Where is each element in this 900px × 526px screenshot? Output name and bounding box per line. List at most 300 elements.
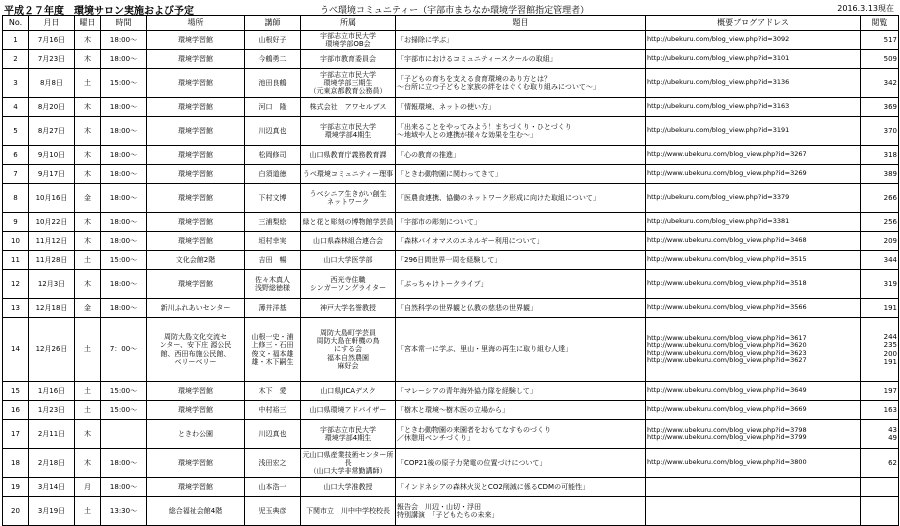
cell-views	[861, 184, 899, 213]
cell-topic-line: 特別講演 「子どもたちの未来」	[397, 511, 499, 519]
cell-date: 3月14日	[29, 478, 75, 497]
cell-views	[861, 420, 899, 449]
cell-date: 2月11日	[29, 420, 75, 449]
table-row	[3, 449, 899, 478]
cell-place	[147, 382, 245, 401]
cell-no: 11	[3, 251, 29, 270]
cell-blog-url[interactable]	[646, 382, 861, 401]
cell-date: 12月3日	[29, 270, 75, 299]
cell-topic-line: 「情報環境、ネットの使い方」	[397, 102, 495, 111]
cell-day: 土	[75, 318, 101, 382]
cell-affiliation	[301, 184, 396, 213]
cell-place	[147, 50, 245, 69]
cell-date: 12月18日	[29, 299, 75, 318]
cell-blog-url-line[interactable]: http://www.ubekuru.com/blog_view.php?id=3623	[647, 348, 807, 357]
cell-lecturer-line: 下村文博	[258, 193, 287, 202]
cell-time: 13:30～	[101, 497, 147, 526]
cell-lecturer-line: 今鶴勇二	[258, 54, 287, 63]
table-row	[3, 382, 899, 401]
cell-place	[147, 184, 245, 213]
cell-affiliation	[301, 299, 396, 318]
cell-date: 3月19日	[29, 497, 75, 526]
cell-place-line: 文化会館2階	[175, 255, 216, 264]
cell-time: 18:00～	[101, 50, 147, 69]
cell-lecturer-line: 池田良鶴	[258, 78, 287, 87]
cell-place-line: 環境学習館	[178, 150, 213, 159]
cell-day: 金	[75, 299, 101, 318]
table-row	[3, 251, 899, 270]
cell-lecturer-line: 川辺真也	[258, 126, 287, 135]
cell-blog-url[interactable]	[646, 213, 861, 232]
cell-blog-url-line[interactable]: http://ubekuru.com/blog_view.php?id=3092	[647, 35, 790, 44]
cell-topic-line: 「ときわ動物園の来園者をおもてなすものづくり	[397, 425, 551, 434]
cell-topic	[396, 117, 646, 146]
cell-affiliation	[301, 69, 396, 98]
table-row	[3, 50, 899, 69]
cell-date: 9月17日	[29, 165, 75, 184]
cell-no: 10	[3, 232, 29, 251]
cell-date: 7月16日	[29, 31, 75, 50]
cell-blog-url-line[interactable]: http://www.ubekuru.com/blog_view.php?id=3620	[647, 341, 807, 350]
cell-blog-url-line[interactable]: http://www.ubekuru.com/blog_view.php?id=3267	[647, 150, 807, 159]
cell-no: 4	[3, 98, 29, 117]
cell-topic-line: 「樹木と環境～樹木医の立場から」	[397, 405, 509, 414]
table-row	[3, 31, 899, 50]
as-of-date: 2016.3.13現在	[837, 4, 894, 13]
cell-blog-url[interactable]	[646, 318, 861, 382]
cell-place	[147, 251, 245, 270]
cell-blog-url-line[interactable]: http://www.ubekuru.com/blog_view.php?id=3518	[647, 279, 807, 288]
cell-date: 10月16日	[29, 184, 75, 213]
cell-topic	[396, 420, 646, 449]
cell-affiliation	[301, 213, 396, 232]
cell-blog-url[interactable]	[646, 478, 861, 497]
cell-lecturer	[245, 478, 301, 497]
cell-blog-url[interactable]	[646, 165, 861, 184]
cell-blog-url-line[interactable]: http://www.ubekuru.com/blog_view.php?id=3468	[647, 236, 807, 245]
cell-topic-line: 「心の教育の推進」	[397, 150, 460, 159]
cell-place	[147, 165, 245, 184]
cell-affiliation	[301, 382, 396, 401]
cell-lecturer	[245, 420, 301, 449]
cell-affiliation-line: 環境学部4期生	[324, 434, 372, 442]
cell-affiliation-line: 山口県環境アドバイザー	[309, 405, 387, 414]
cell-place	[147, 146, 245, 165]
cell-day: 月	[75, 478, 101, 497]
cell-topic-line: 「マレーシアの青年海外協力隊を経験して」	[397, 386, 537, 395]
cell-no: 14	[3, 318, 29, 382]
col-header-topic: 題目	[396, 16, 646, 31]
cell-lecturer-line: 垣村幸実	[258, 236, 287, 245]
cell-affiliation	[301, 401, 396, 420]
cell-affiliation-line: 周防大島町学芸員	[320, 329, 376, 338]
cell-lecturer-line: 三浦梨絵	[258, 217, 287, 226]
cell-topic-line: 「出来ることをやってみよう！まちづくり・ひとづくり	[397, 122, 572, 131]
cell-affiliation	[301, 146, 396, 165]
cell-time: 18:00～	[101, 213, 147, 232]
cell-blog-url-line[interactable]: http://www.ubekuru.com/blog_view.php?id=3269	[647, 169, 807, 178]
cell-time: 15:00～	[101, 69, 147, 98]
table-row	[3, 69, 899, 98]
cell-place-line: 環境学習館	[178, 458, 213, 467]
cell-day: 木	[75, 98, 101, 117]
cell-lecturer-line: 川辺真也	[258, 429, 287, 438]
cell-affiliation-line: 株式会社 アワセルブス	[309, 102, 387, 111]
cell-place-line: 環境学習館	[178, 482, 213, 491]
cell-views-line: 197	[883, 386, 897, 395]
cell-affiliation	[301, 420, 396, 449]
cell-place	[147, 69, 245, 98]
table-row	[3, 478, 899, 497]
cell-views	[861, 69, 899, 98]
cell-topic	[396, 270, 646, 299]
cell-topic	[396, 213, 646, 232]
cell-affiliation-line: 環境学部4期生	[324, 131, 372, 139]
cell-no: 20	[3, 497, 29, 526]
cell-affiliation	[301, 31, 396, 50]
cell-views	[861, 213, 899, 232]
cell-no: 19	[3, 478, 29, 497]
cell-views-line: 389	[883, 169, 897, 178]
cell-date: 11月28日	[29, 251, 75, 270]
cell-topic	[396, 31, 646, 50]
cell-no: 8	[3, 184, 29, 213]
cell-date: 8月27日	[29, 117, 75, 146]
cell-blog-url[interactable]	[646, 497, 861, 526]
cell-place	[147, 449, 245, 478]
cell-place	[147, 117, 245, 146]
cell-views	[861, 50, 899, 69]
cell-views-line: 200	[883, 349, 897, 358]
cell-affiliation-line: 山口県教育庁義務教育課	[309, 150, 387, 159]
col-header-no: No.	[3, 16, 29, 31]
col-header-date: 月日	[29, 16, 75, 31]
cell-date: 10月22日	[29, 213, 75, 232]
cell-affiliation	[301, 270, 396, 299]
cell-place-line: ベリーベリー	[174, 357, 217, 366]
cell-affiliation-line: 西光寺住職	[330, 275, 366, 284]
cell-place-line: 総合福祉会館4階	[168, 506, 223, 515]
cell-lecturer-line: 木下 愛	[258, 386, 287, 395]
cell-place	[147, 98, 245, 117]
cell-views	[861, 497, 899, 526]
table-body	[3, 31, 899, 526]
cell-time: 18:00～	[101, 449, 147, 478]
cell-topic-line: 「お掃除に学ぶ」	[397, 35, 453, 44]
cell-topic	[396, 401, 646, 420]
cell-no: 12	[3, 270, 29, 299]
cell-day: 木	[75, 117, 101, 146]
cell-blog-url[interactable]	[646, 251, 861, 270]
cell-date: 7月23日	[29, 50, 75, 69]
cell-blog-url-line[interactable]: http://ubekuru.com/blog_view.php?id=3381	[647, 217, 790, 226]
cell-affiliation-line: うべ環境コミュニティー理事	[302, 169, 394, 178]
cell-blog-url[interactable]	[646, 31, 861, 50]
cell-time: 18:00～	[101, 165, 147, 184]
cell-lecturer-line: 俊文・福本雄	[251, 349, 294, 358]
cell-affiliation-line: 山口県森林組合連合会	[313, 236, 383, 245]
cell-blog-url-line[interactable]: http://ubekuru.com/blog_view.php?id=3191	[647, 126, 790, 135]
cell-day: 金	[75, 184, 101, 213]
table-row	[3, 213, 899, 232]
cell-views	[861, 318, 899, 382]
cell-affiliation	[301, 232, 396, 251]
cell-topic-line: 「子どもの育ちを支える食育環境のあり方とは？	[397, 74, 551, 83]
cell-lecturer	[245, 382, 301, 401]
cell-blog-url-line[interactable]: http://www.ubekuru.com/blog_view.php?id=3799	[647, 433, 807, 441]
cell-topic-line: ／休憩用ベンチづくり」	[397, 434, 474, 442]
cell-day: 木	[75, 270, 101, 299]
cell-blog-url[interactable]	[646, 299, 861, 318]
cell-place-line: 環境学習館	[178, 217, 213, 226]
cell-day: 土	[75, 251, 101, 270]
cell-topic-line: 「ぶっちゃけトークライブ」	[397, 279, 488, 288]
cell-blog-url[interactable]	[646, 401, 861, 420]
table-row	[3, 299, 899, 318]
cell-affiliation-line: ネットワーク	[327, 198, 369, 206]
cell-blog-url-line[interactable]: http://www.ubekuru.com/blog_view.php?id=3566	[647, 303, 807, 312]
cell-blog-url-line[interactable]: http://ubekuru.com/blog_view.php?id=3136	[647, 78, 790, 87]
cell-affiliation-line: （山口大学非常勤講師）	[309, 467, 387, 476]
col-header-day: 曜日	[75, 16, 101, 31]
cell-topic	[396, 98, 646, 117]
cell-date: 11月12日	[29, 232, 75, 251]
table-row	[3, 401, 899, 420]
cell-blog-url[interactable]	[646, 270, 861, 299]
cell-affiliation-line: 環境学部OB会	[325, 40, 371, 48]
cell-topic	[396, 146, 646, 165]
cell-topic	[396, 232, 646, 251]
table-row	[3, 270, 899, 299]
cell-affiliation	[301, 98, 396, 117]
cell-views	[861, 299, 899, 318]
table-row	[3, 318, 899, 382]
cell-day: 木	[75, 50, 101, 69]
cell-lecturer-line: 浅田宏之	[258, 458, 287, 467]
cell-time: 18:00～	[101, 146, 147, 165]
sheet-title: 平成２７年度 環境サロン実施および予定	[4, 6, 194, 17]
cell-time: 15:00～	[101, 251, 147, 270]
cell-place	[147, 213, 245, 232]
cell-blog-url-line[interactable]: http://ubekuru.com/blog_view.php?id=3379	[647, 193, 790, 202]
cell-date: 9月10日	[29, 146, 75, 165]
table-row	[3, 146, 899, 165]
cell-topic-line: 「宮本常一に学ぶ、里山・里海の再生に取り組む人達」	[397, 345, 573, 354]
cell-day: 土	[75, 497, 101, 526]
cell-date: 1月16日	[29, 382, 75, 401]
cell-place-line: 環境学習館	[178, 193, 213, 202]
cell-affiliation	[301, 478, 396, 497]
cell-day: 木	[75, 420, 101, 449]
cell-no: 13	[3, 299, 29, 318]
cell-lecturer	[245, 497, 301, 526]
cell-blog-url[interactable]	[646, 232, 861, 251]
cell-topic-line: 「COP21後の原子力発電の位置づけについて」	[397, 458, 547, 467]
col-header-place: 場所	[147, 16, 245, 31]
table-row	[3, 232, 899, 251]
cell-affiliation-line: 宇部市教育委員会	[320, 54, 376, 63]
cell-no: 2	[3, 50, 29, 69]
cell-place-line: 環境学習館	[178, 279, 213, 288]
cell-topic	[396, 449, 646, 478]
cell-views	[861, 31, 899, 50]
cell-topic	[396, 478, 646, 497]
cell-place-line: ときわ公園	[178, 429, 213, 438]
cell-views-line: 62	[888, 458, 897, 467]
cell-blog-url[interactable]	[646, 184, 861, 213]
cell-blog-url-line[interactable]: http://www.ubekuru.com/blog_view.php?id=3515	[647, 255, 807, 264]
cell-place	[147, 497, 245, 526]
cell-lecturer-line: 山本浩一	[258, 482, 287, 491]
table-row	[3, 117, 899, 146]
cell-no: 1	[3, 31, 29, 50]
cell-lecturer-line: 松岡修司	[258, 150, 287, 159]
cell-time: 18:00～	[101, 478, 147, 497]
cell-topic-line: 「宇部市におけるコミュニティースクールの取組」	[397, 54, 557, 63]
cell-day: 土	[75, 69, 101, 98]
cell-lecturer-line: 浅野総徳様	[255, 284, 290, 292]
cell-topic	[396, 165, 646, 184]
col-header-time: 時間	[101, 16, 147, 31]
cell-no: 5	[3, 117, 29, 146]
cell-place	[147, 401, 245, 420]
cell-lecturer	[245, 50, 301, 69]
cell-topic-line: 「宇部市の彫刻について」	[397, 217, 481, 226]
cell-time: 15:00～	[101, 382, 147, 401]
cell-place-line: 周防大島文化交流セ	[164, 333, 227, 342]
cell-affiliation-line: 宇部志立市民大学	[320, 425, 376, 434]
col-header-affiliation: 所属	[301, 16, 396, 31]
cell-lecturer	[245, 165, 301, 184]
cell-time: 18:00～	[101, 31, 147, 50]
cell-views-line: 256	[883, 217, 897, 226]
cell-affiliation-line: 元山口県産業技術センター所長	[302, 450, 394, 467]
cell-affiliation-line: 下関市立 川中中学校校長	[306, 506, 390, 515]
cell-affiliation-line: 周防大島在軒機の鳥	[316, 337, 380, 346]
cell-date: 2月18日	[29, 449, 75, 478]
cell-day: 土	[75, 401, 101, 420]
header-row	[3, 16, 899, 31]
cell-place-line: ンター、安下庄 源公民	[159, 341, 232, 350]
cell-affiliation-line: 宇部志立市民大学	[320, 31, 376, 40]
cell-topic	[396, 50, 646, 69]
cell-topic-line: 「医農食連携、協働のネットワーク形成に向けた取組について」	[397, 193, 600, 202]
cell-place-line: 環境学習館	[178, 386, 213, 395]
cell-lecturer-line: 佐々木真人	[255, 275, 290, 284]
cell-blog-url[interactable]	[646, 449, 861, 478]
cell-day: 木	[75, 146, 101, 165]
cell-place-line: 環境学習館	[178, 169, 213, 178]
cell-place	[147, 420, 245, 449]
cell-no: 9	[3, 213, 29, 232]
cell-affiliation	[301, 165, 396, 184]
cell-topic	[396, 184, 646, 213]
cell-blog-url-line[interactable]: http://ubekuru.com/blog_view.php?id=3163	[647, 102, 790, 111]
cell-topic-line: ～台所に立つ子どもと家族の絆をはぐくむ取り組みについて～」	[397, 83, 600, 91]
cell-lecturer-line: 上修三・石田	[251, 341, 294, 350]
cell-affiliation	[301, 318, 396, 382]
cell-affiliation-line: 宇部志立市民大学	[320, 122, 376, 131]
cell-views	[861, 232, 899, 251]
cell-time: 18:00～	[101, 232, 147, 251]
cell-views	[861, 401, 899, 420]
cell-day: 木	[75, 213, 101, 232]
cell-time: 18:00～	[101, 98, 147, 117]
cell-views-line: 344	[883, 255, 897, 264]
cell-views-line: 43	[888, 425, 897, 434]
cell-lecturer-line: 山根一史・浦	[251, 333, 294, 342]
cell-views	[861, 251, 899, 270]
cell-views-line: 209	[883, 236, 897, 245]
cell-lecturer-line: 児玉典彦	[258, 506, 287, 515]
cell-time: 18:00～	[101, 117, 147, 146]
cell-blog-url-line[interactable]: http://www.ubekuru.com/blog_view.php?id=3798	[647, 425, 807, 434]
cell-affiliation-line: 山口県JICAデスク	[320, 386, 376, 395]
cell-views-line: 266	[883, 193, 897, 202]
cell-place-line: 環境学習館	[178, 35, 213, 44]
cell-views-line: 318	[883, 150, 897, 159]
cell-lecturer	[245, 401, 301, 420]
cell-affiliation-line: 山口大学准教授	[323, 482, 373, 491]
col-header-lecturer: 講師	[245, 16, 301, 31]
cell-blog-url[interactable]	[646, 420, 861, 449]
cell-views	[861, 382, 899, 401]
cell-blog-url-line[interactable]: http://www.ubekuru.com/blog_view.php?id=3800	[647, 458, 807, 467]
cell-affiliation-line: 麻好会	[337, 361, 359, 370]
cell-views	[861, 117, 899, 146]
cell-affiliation	[301, 449, 396, 478]
cell-blog-url-line[interactable]: http://www.ubekuru.com/blog_view.php?id=3627	[647, 355, 807, 364]
cell-topic-line: 報告会 川辺・山切・浮田	[397, 502, 481, 511]
cell-topic-line: 「296日間世界一周を経験して」	[397, 255, 502, 264]
cell-time: 7：00～	[101, 318, 147, 382]
cell-affiliation	[301, 50, 396, 69]
cell-place	[147, 232, 245, 251]
table-row	[3, 98, 899, 117]
cell-views	[861, 98, 899, 117]
cell-topic	[396, 299, 646, 318]
cell-views-line: 191	[883, 357, 897, 366]
cell-blog-url-line[interactable]: http://ubekuru.com/blog_view.php?id=3101	[647, 54, 790, 63]
cell-affiliation	[301, 497, 396, 526]
cell-lecturer-line: 河口 隆	[258, 102, 287, 111]
cell-lecturer	[245, 69, 301, 98]
cell-views-line: 163	[883, 405, 897, 414]
cell-lecturer	[245, 318, 301, 382]
cell-blog-url-line[interactable]: http://www.ubekuru.com/blog_view.php?id=3617	[647, 333, 807, 342]
cell-lecturer	[245, 98, 301, 117]
cell-place-line: 環境学習館	[178, 405, 213, 414]
cell-blog-url-line[interactable]: http://www.ubekuru.com/blog_view.php?id=3649	[647, 386, 807, 395]
cell-views	[861, 478, 899, 497]
cell-lecturer-line: 白須道徳	[258, 169, 287, 178]
sheet-header	[0, 0, 900, 15]
cell-affiliation	[301, 117, 396, 146]
cell-blog-url[interactable]	[646, 117, 861, 146]
cell-views	[861, 146, 899, 165]
cell-blog-url[interactable]	[646, 50, 861, 69]
cell-lecturer	[245, 117, 301, 146]
cell-place-line: 新川ふれあいセンター	[160, 303, 231, 312]
cell-day: 木	[75, 31, 101, 50]
cell-lecturer-line: 吉田 暢	[258, 255, 287, 264]
cell-blog-url[interactable]	[646, 146, 861, 165]
cell-affiliation-line: にする会	[334, 345, 362, 354]
cell-blog-url[interactable]	[646, 98, 861, 117]
cell-blog-url-line[interactable]: http://www.ubekuru.com/blog_view.php?id=3669	[647, 405, 807, 414]
cell-views-line: 235	[883, 341, 897, 350]
cell-blog-url[interactable]	[646, 69, 861, 98]
